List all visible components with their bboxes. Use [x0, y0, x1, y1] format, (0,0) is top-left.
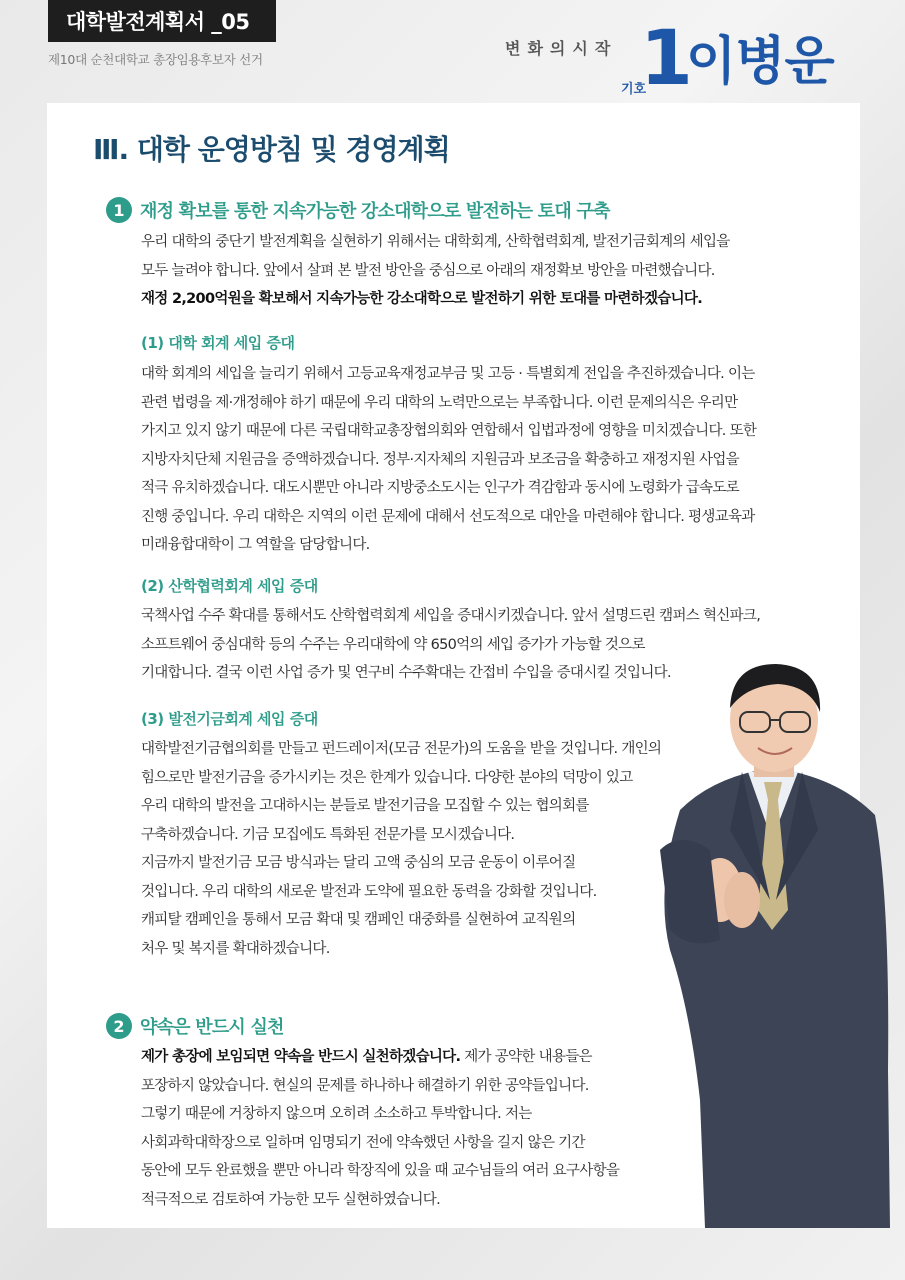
body-line: 우리 대학의 발전을 고대하시는 분들로 발전기금을 모집할 수 있는 협의회를	[141, 798, 589, 814]
body-line: 대학 회계의 세입을 늘리기 위해서 고등교육재정교부금 및 고등 · 특별회계 전입을 추진하겠습니다. 이는	[141, 366, 755, 382]
candidate-name: 이병운	[686, 32, 834, 92]
document-tag: 대학발전계획서 _05	[48, 0, 276, 42]
body-line: 그렇기 때문에 거창하지 않으며 오히려 소소하고 투박합니다. 저는	[141, 1106, 532, 1122]
body-line: 관련 법령을 제·개정해야 하기 때문에 우리 대학의 노력만으로는 부족합니다. 이런 문제의식은 우리만	[141, 394, 738, 411]
item3-heading: (3) 발전기금회계 세입 증대	[141, 710, 318, 728]
body-line: 가지고 있지 않기 때문에 다른 국립대학교총장협의회와 연합해서 입법과정에 영향을 미치겠습니다. 또한	[141, 423, 757, 439]
item3-body	[141, 735, 661, 963]
election-subtitle: 제10대 순천대학교 총장임용후보자 선거	[48, 52, 263, 67]
body-line: 동안에 모두 완료했을 뿐만 아니라 학장직에 있을 때 교수님들의 여러 요구사항을	[141, 1163, 620, 1179]
body-line: 적극적으로 검토하여 가능한 모두 실현하였습니다.	[141, 1191, 440, 1208]
section-title: Ⅲ. 대학 운영방침 및 경영계획	[93, 133, 450, 166]
body-line: 적극 유치하겠습니다. 대도시뿐만 아니라 지방중소도시는 인구가 격감함과 동시에 노령화가 급속도로	[141, 480, 739, 496]
body-line: 것입니다. 우리 대학의 새로운 발전과 도약에 필요한 동력을 강화할 것입니다.	[141, 883, 597, 900]
body-line: 소프트웨어 중심대학 등의 수주는 우리대학에 약 650억의 세입 증가가 가능할 것으로	[141, 636, 645, 653]
body-line: 힘으로만 발전기금을 증가시키는 것은 한계가 있습니다. 다양한 분야의 덕망이 있고	[141, 769, 633, 786]
body-line: 대학발전기금협의회를 만들고 펀드레이저(모금 전문가)의 도움을 받을 것입니다. 개인의	[141, 741, 662, 757]
body-line: 구축하겠습니다. 기금 모집에도 특화된 전문가를 모시겠습니다.	[141, 826, 515, 843]
intro-line: 모두 늘려야 합니다. 앞에서 살펴 본 발전 방안을 중심으로 아래의 재정확보 방안을 마련했습니다.	[141, 262, 715, 279]
item1-body	[141, 360, 756, 560]
body-line: 기대합니다. 결국 이런 사업 증가 및 연구비 수주확대는 간접비 수입을 증대시킬 것입니다.	[141, 665, 671, 681]
intro-bold-line: 재정 2,200억원을 확보해서 지속가능한 강소대학으로 발전하기 위한 토대를 마련하겠습니다.	[141, 291, 703, 307]
body-line: 사회과학대학장으로 일하며 임명되기 전에 약속했던 사항을 길지 않은 기간	[141, 1134, 585, 1151]
body-line: 미래융합대학이 그 역할을 담당합니다.	[141, 537, 370, 553]
slogan: 변화의시작	[505, 39, 618, 58]
item2-heading: (2) 산학협력회계 세입 증대	[141, 577, 318, 595]
part2-body	[141, 1043, 619, 1214]
body-line: 지금까지 발전기금 모금 방식과는 달리 고액 중심의 모금 운동이 이루어질	[141, 855, 576, 871]
body-line: 캐피탈 캠페인을 통해서 모금 확대 및 캠페인 대중화를 실현하여 교직원의	[141, 912, 576, 928]
candidate-photo	[650, 650, 895, 1228]
part1-number-badge: 1	[106, 197, 132, 223]
body-line: 포장하지 않았습니다. 현실의 문제를 하나하나 해결하기 위한 공약들입니다.	[141, 1077, 589, 1094]
ballot-label: 기호	[621, 82, 647, 97]
part2-title: 약속은 반드시 실천	[140, 1017, 284, 1038]
body-line: 지방자치단체 지원금을 증액하겠습니다. 정부·지자체의 지원금과 보조금을 확충하고 재정지원 사업을	[141, 451, 739, 468]
ballot-number: 1	[640, 13, 693, 102]
promise-rest: 제가 공약한 내용들은	[460, 1049, 592, 1065]
part2-number-badge: 2	[106, 1013, 132, 1039]
body-line: 처우 및 복지를 확대하겠습니다.	[141, 940, 330, 957]
body-line: 국책사업 수주 확대를 통해서도 산학협력회계 세입을 증대시키겠습니다. 앞서 설명드린 캠퍼스 혁신파크,	[141, 608, 761, 624]
body-line	[141, 1043, 619, 1072]
promise-bold: 제가 총장에 보임되면 약속을 반드시 실천하겠습니다.	[141, 1049, 461, 1065]
part1-title: 재정 확보를 통한 지속가능한 강소대학으로 발전하는 토대 구축	[140, 201, 610, 222]
part1-intro	[141, 228, 730, 314]
body-line: 진행 중입니다. 우리 대학은 지역의 이런 문제에 대해서 선도적으로 대안을 마련해야 합니다. 평생교육과	[141, 508, 755, 525]
intro-line: 우리 대학의 중단기 발전계획을 실현하기 위해서는 대학회계, 산학협력회계, 발전기금회계의 세입을	[141, 234, 730, 250]
item1-heading: (1) 대학 회계 세입 증대	[141, 334, 295, 352]
